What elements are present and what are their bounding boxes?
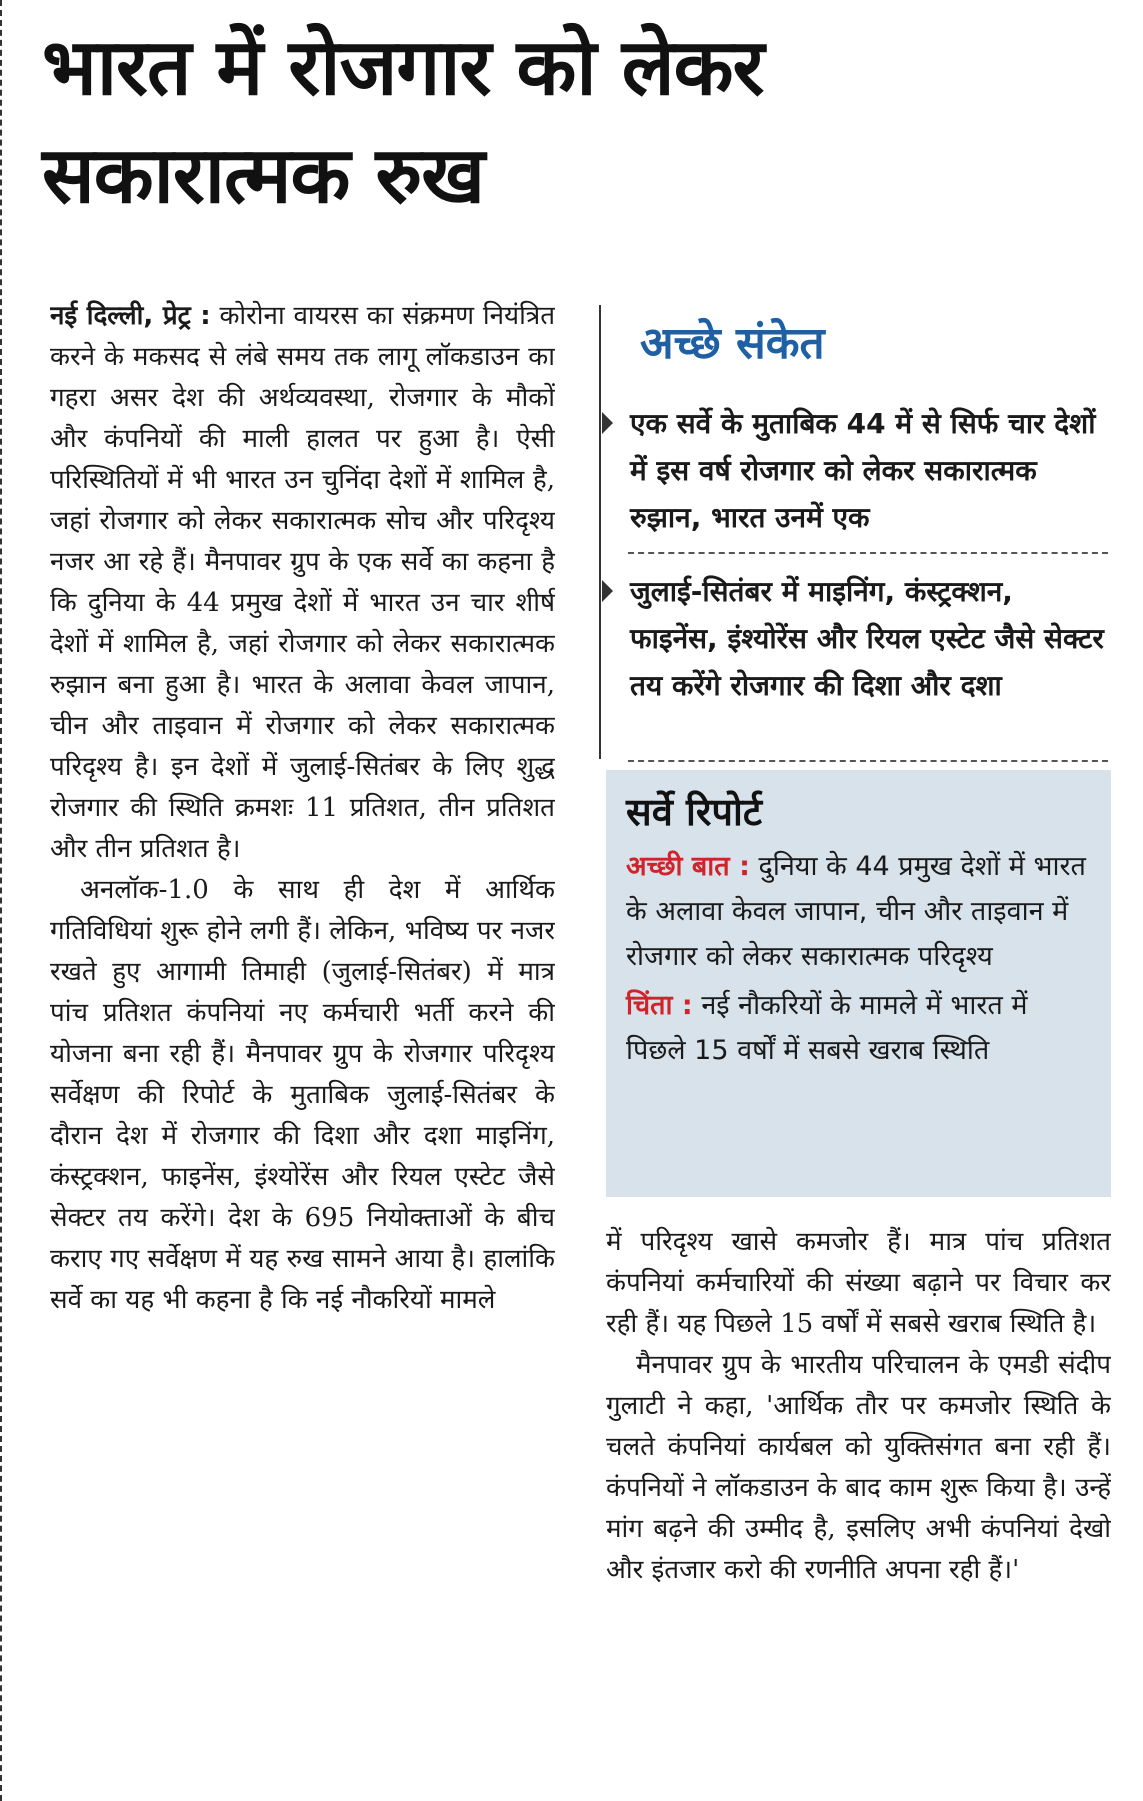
article-column-left <box>50 296 555 1796</box>
article-paragraph-3: में परिदृश्य खासे कमजोर हैं। मात्र पांच प्रतिशत कंपनियां कर्मचारियों की संख्या बढ़ाने पर विचार कर रही हैं। यह पिछले 15 वर्षों में सबसे खराब स्थिति है। <box>606 1227 1111 1339</box>
cut-line <box>0 0 2 1801</box>
pointer-arrow-icon <box>602 580 613 602</box>
pointer-arrow-icon <box>602 412 613 434</box>
report-concern-point <box>626 983 1091 1073</box>
article-column-right <box>606 1222 1111 1792</box>
dateline: नई दिल्ली, प्रेट्र : <box>50 301 211 331</box>
article-paragraph-2: अनलॉक-1.0 के साथ ही देश में आर्थिक गतिविधियां शुरू होने लगी हैं। लेकिन, भविष्य पर नजर रखते हुए आगामी तिमाही (जुलाई-सितंबर) में मात्र पांच प्रतिशत कंपनियां नए कर्मचारी भर्ती करने की योजना बना रही हैं। मैनपावर ग्रुप के रोजगार परिदृश्य सर्वेक्षण की रिपोर्ट के मुताबिक जुलाई-सितंबर के दौरान देश में रोजगार की दिशा और दशा माइनिंग, कंस्ट्रक्शन, फाइनेंस, इंश्योरेंस और रियल एस्टेट जैसे सेक्टर तय करेंगे। देश के 695 नियोक्ताओं के बीच कराए गए सर्वेक्षण में यह रुख सामने आया है। हालांकि सर्वे का यह भी कहना है कि नई नौकरियों मामले <box>50 875 555 1315</box>
headline-line-1: भारत में रोजगार को लेकर <box>42 23 764 113</box>
sidebar-title: अच्छे संकेत <box>640 318 825 369</box>
sidebar-point-2: जुलाई-सितंबर में माइनिंग, कंस्ट्रक्शन, फाइनेंस, इंश्योरेंस और रियल एस्टेट जैसे सेक्टर तय करेंगे रोजगार की दिशा और दशा <box>630 575 1104 702</box>
sidebar-point-1: एक सर्वे के मुताबिक 44 में से सिर्फ चार देशों में इस वर्ष रोजगार को लेकर सकारात्मक रुझान, भारत उनमें एक <box>630 407 1096 534</box>
headline-line-2: सकारात्मक रुख <box>42 131 485 221</box>
article-paragraph-1-text: कोरोना वायरस का संक्रमण नियंत्रित करने के मकसद से लंबे समय तक लागू लॉकडाउन का गहरा असर देश की अर्थव्यवस्था, रोजगार के मौकों और कंपनियों की माली हालत पर हुआ है। ऐसी परिस्थितियों में भी भारत उन चुनिंदा देशों में शामिल है, जहां रोजगार को लेकर सकारात्मक सोच और परिदृश्य नजर आ रहे हैं। मैनपावर ग्रुप के एक सर्वे का कहना है कि दुनिया के 44 प्रमुख देशों में भारत उन चार शीर्ष देशों में शामिल है, जहां रोजगार को लेकर सकारात्मक रुझान बना हुआ है। भारत के अलावा केवल जापान, चीन और ताइवान में रोजगार को लेकर सकारात्मक परिदृश्य है। इन देशों में जुलाई-सितंबर के लिए शुद्ध रोजगार की स्थिति क्रमशः 11 प्रतिशत, तीन प्रतिशत और तीन प्रतिशत है। <box>50 301 555 864</box>
good-label: अच्छी बात : <box>626 851 750 882</box>
concern-label: चिंता : <box>626 990 693 1021</box>
sidebar-separator <box>628 760 1108 762</box>
good-text: दुनिया के 44 प्रमुख देशों में भारत के अलावा केवल जापान, चीन और ताइवान में रोजगार को लेकर सकारात्मक परिदृश्य <box>626 851 1086 972</box>
headline <box>42 14 1102 230</box>
sidebar-separator <box>628 552 1108 554</box>
concern-text: नई नौकरियों के मामले में भारत में पिछले 15 वर्षों में सबसे खराब स्थिति <box>626 990 1028 1066</box>
article-paragraph-1 <box>50 296 555 870</box>
report-good-point <box>626 844 1091 979</box>
article-paragraph-4: मैनपावर ग्रुप के भारतीय परिचालन के एमडी संदीप गुलाटी ने कहा, 'आर्थिक तौर पर कमजोर स्थिति के चलते कंपनियां कार्यबल को युक्तिसंगत बना रही हैं। कंपनियों ने लॉकडाउन के बाद काम शुरू किया है। उन्हें मांग बढ़ने की उम्मीद है, इसलिए अभी कंपनियां देखो और इंतजार करो की रणनीति अपना रही हैं।' <box>606 1350 1111 1585</box>
survey-report-box <box>606 770 1111 1197</box>
sidebar-divider <box>599 305 601 759</box>
report-title: सर्वे रिपोर्ट <box>626 790 763 834</box>
